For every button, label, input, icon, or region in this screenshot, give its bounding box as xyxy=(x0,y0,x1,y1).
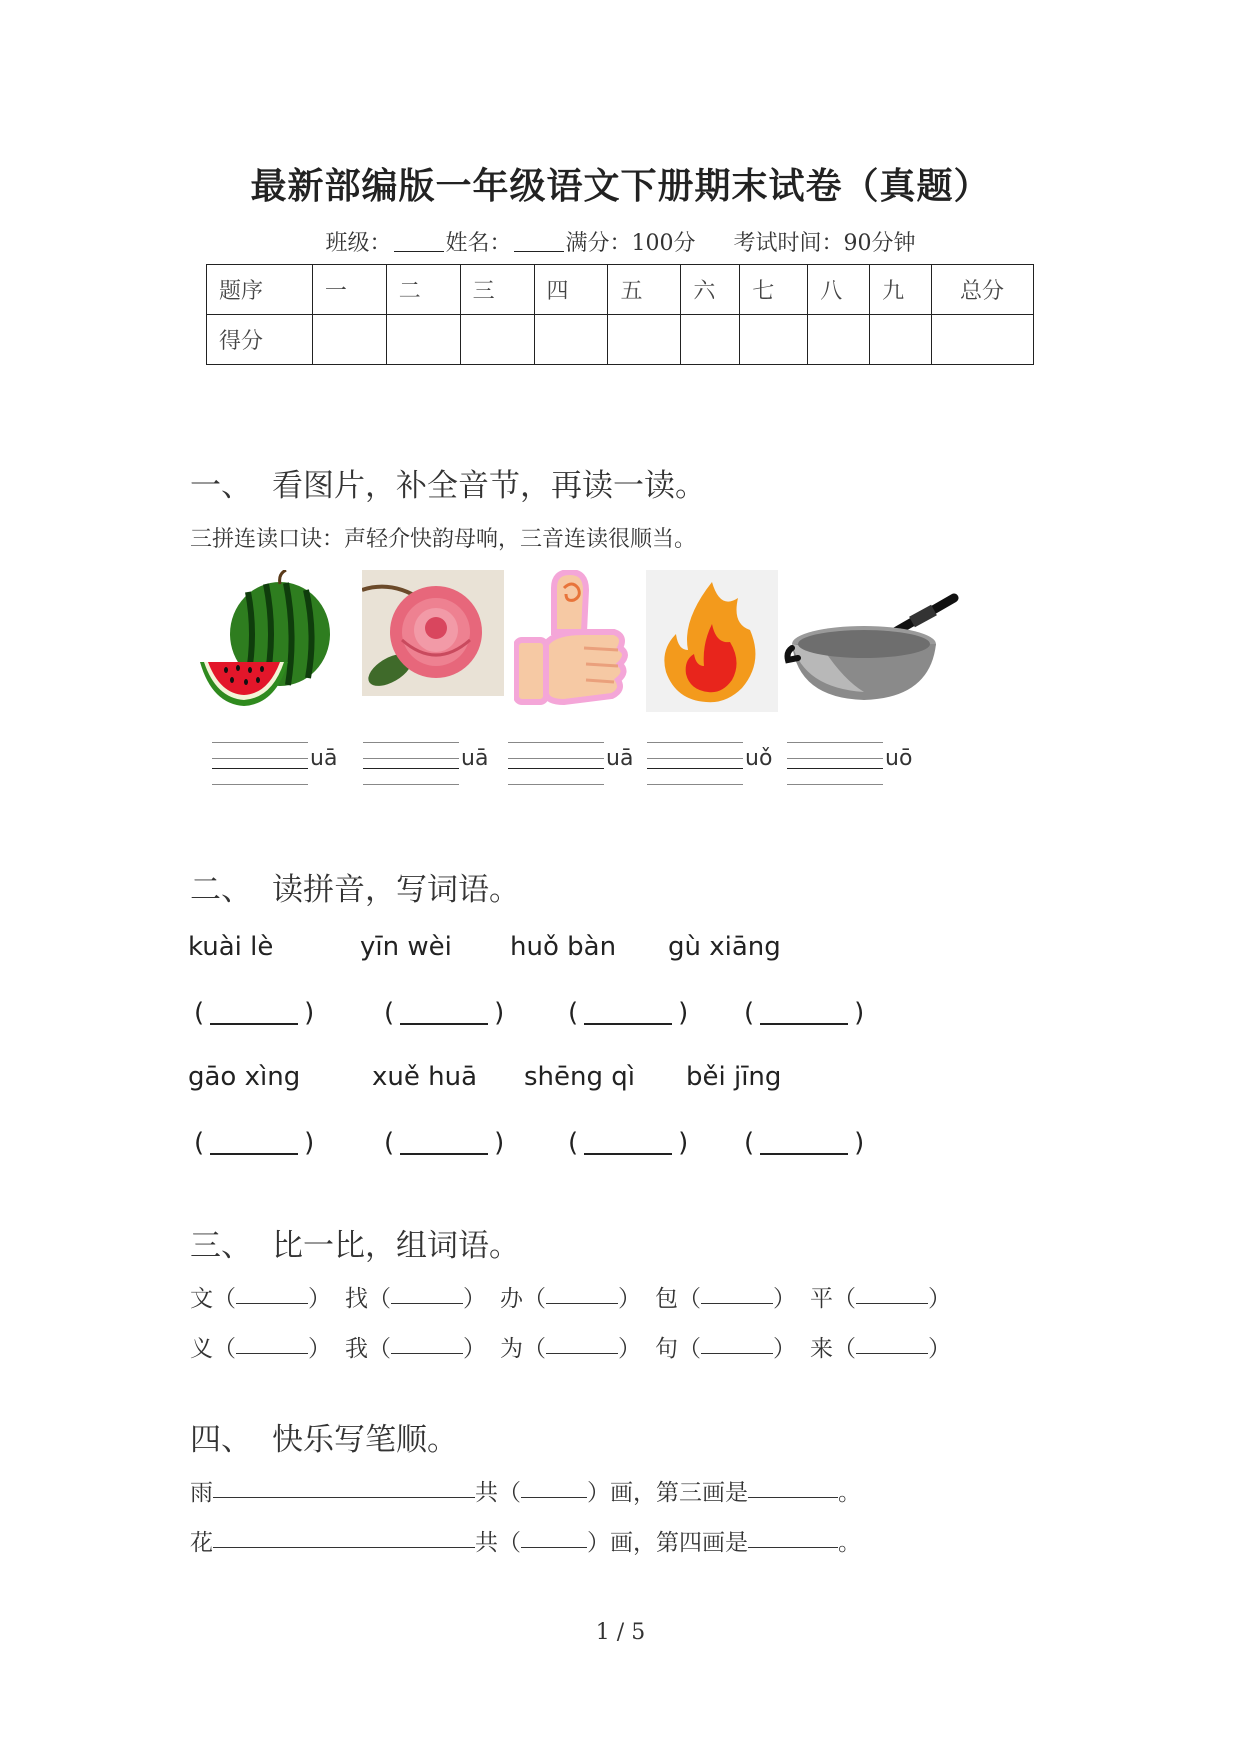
page-number: 1 / 5 xyxy=(595,1620,646,1645)
exam-meta xyxy=(0,226,1241,257)
section4-heading xyxy=(190,1414,458,1459)
compare-item: 我（ ） xyxy=(345,1336,486,1362)
compare-item: 义（ ） xyxy=(190,1336,331,1362)
score-cell[interactable] xyxy=(534,315,608,365)
stroke-row-2: 花 共（ ）画，第四画是 。 xyxy=(190,1530,861,1556)
compare-item: 办（ ） xyxy=(500,1286,641,1312)
pinyin-word: xuě huā xyxy=(372,1062,478,1092)
score-col: 一 xyxy=(312,265,386,315)
word-blank[interactable] xyxy=(856,1303,928,1304)
answer-blank[interactable]: ( ) xyxy=(744,1128,865,1158)
score-cell[interactable] xyxy=(386,315,460,365)
pinyin-word: yīn wèi xyxy=(360,932,452,962)
syllable-blank-4[interactable] xyxy=(647,742,773,794)
answer-blank[interactable]: ( ) xyxy=(194,998,315,1028)
stroke-count-blank[interactable] xyxy=(521,1497,587,1498)
answer-blank[interactable]: ( ) xyxy=(384,1128,505,1158)
score-table-header-row xyxy=(207,265,1034,315)
word-blank[interactable] xyxy=(391,1353,463,1354)
section1-tip: 三拼连读口诀：声轻介快韵母响，三音连读很顺当。 xyxy=(190,527,697,552)
word-blank[interactable] xyxy=(391,1303,463,1304)
flower-icon xyxy=(362,570,504,696)
section2-heading xyxy=(190,864,520,909)
score-cell[interactable] xyxy=(681,315,740,365)
pinyin-word: běi jīng xyxy=(686,1062,782,1092)
stroke-order-blank[interactable] xyxy=(213,1547,475,1548)
score-col: 六 xyxy=(681,265,740,315)
score-col: 八 xyxy=(808,265,870,315)
score-table-score-label: 得分 xyxy=(207,315,313,365)
fire-icon xyxy=(646,570,778,712)
stroke-answer-blank[interactable] xyxy=(748,1497,838,1498)
compare-item: 句（ ） xyxy=(655,1336,796,1362)
wok-icon xyxy=(784,570,962,720)
class-label: 班级： xyxy=(325,231,392,256)
answer-blank[interactable]: ( ) xyxy=(568,998,689,1028)
score-cell[interactable] xyxy=(870,315,932,365)
section3-number: 三、 xyxy=(190,1228,252,1264)
score-col: 七 xyxy=(740,265,808,315)
stroke-answer-blank[interactable] xyxy=(748,1547,838,1548)
full-score: 满分：100分 xyxy=(565,231,696,256)
word-blank[interactable] xyxy=(856,1353,928,1354)
score-cell[interactable] xyxy=(312,315,386,365)
compare-item: 来（ ） xyxy=(810,1336,951,1362)
section1-title: 看图片，补全音节，再读一读。 xyxy=(272,468,706,504)
section1-number: 一、 xyxy=(190,468,252,504)
word-blank[interactable] xyxy=(546,1303,618,1304)
score-cell[interactable] xyxy=(932,315,1034,365)
pinyin-word: kuài lè xyxy=(188,932,274,962)
compare-item: 文（ ） xyxy=(190,1286,331,1312)
section3-heading xyxy=(190,1220,520,1265)
syllable-final: uǒ xyxy=(745,746,773,771)
stroke-count-blank[interactable] xyxy=(521,1547,587,1548)
class-blank[interactable] xyxy=(394,251,444,252)
answer-blank[interactable]: ( ) xyxy=(568,1128,689,1158)
thumbs-up-icon xyxy=(514,570,632,720)
score-table-score-row xyxy=(207,315,1034,365)
page-title: 最新部编版一年级语文下册期末试卷（真题） xyxy=(250,165,991,207)
syllable-blank-1[interactable] xyxy=(212,742,338,794)
section2-number: 二、 xyxy=(190,872,252,908)
pinyin-word: shēng qì xyxy=(524,1062,635,1092)
score-cell[interactable] xyxy=(808,315,870,365)
score-col: 五 xyxy=(608,265,681,315)
stroke-row-1: 雨 共（ ）画，第三画是 。 xyxy=(190,1480,861,1506)
stroke-order-blank[interactable] xyxy=(213,1497,475,1498)
compare-item: 为（ ） xyxy=(500,1336,641,1362)
score-col-total: 总分 xyxy=(932,265,1034,315)
score-col: 三 xyxy=(460,265,534,315)
word-blank[interactable] xyxy=(701,1303,773,1304)
compare-item: 平（ ） xyxy=(810,1286,951,1312)
compare-row-1 xyxy=(190,1280,965,1313)
score-cell[interactable] xyxy=(460,315,534,365)
section4-number: 四、 xyxy=(190,1422,252,1458)
exam-time: 考试时间：90分钟 xyxy=(733,231,916,256)
section3-title: 比一比，组词语。 xyxy=(272,1228,520,1264)
compare-row-2 xyxy=(190,1330,965,1363)
word-blank[interactable] xyxy=(701,1353,773,1354)
watermelon-icon xyxy=(196,570,336,720)
name-label: 姓名： xyxy=(445,231,512,256)
answer-blank[interactable]: ( ) xyxy=(384,998,505,1028)
syllable-final: uā xyxy=(606,746,634,771)
syllable-blank-5[interactable] xyxy=(787,742,913,794)
stroke-char: 花 xyxy=(190,1530,213,1556)
score-table-header-label: 题序 xyxy=(207,265,313,315)
section2-title: 读拼音，写词语。 xyxy=(272,872,520,908)
pinyin-word: gāo xìng xyxy=(188,1062,301,1092)
pinyin-word: huǒ bàn xyxy=(510,932,617,962)
name-blank[interactable] xyxy=(514,251,564,252)
stroke-char: 雨 xyxy=(190,1480,213,1506)
score-col: 二 xyxy=(386,265,460,315)
score-col: 九 xyxy=(870,265,932,315)
score-table xyxy=(206,264,1034,365)
syllable-final: uā xyxy=(461,746,489,771)
score-cell[interactable] xyxy=(740,315,808,365)
word-blank[interactable] xyxy=(236,1353,308,1354)
syllable-final: uā xyxy=(310,746,338,771)
word-blank[interactable] xyxy=(546,1353,618,1354)
word-blank[interactable] xyxy=(236,1303,308,1304)
score-cell[interactable] xyxy=(608,315,681,365)
pinyin-word: gù xiāng xyxy=(668,932,781,962)
answer-blank[interactable]: ( ) xyxy=(744,998,865,1028)
syllable-blank-2[interactable] xyxy=(363,742,489,794)
score-col: 四 xyxy=(534,265,608,315)
syllable-final: uō xyxy=(885,746,913,771)
section4-title: 快乐写笔顺。 xyxy=(272,1422,458,1458)
compare-item: 找（ ） xyxy=(345,1286,486,1312)
section1-heading xyxy=(190,460,706,505)
syllable-blank-3[interactable] xyxy=(508,742,634,794)
compare-item: 包（ ） xyxy=(655,1286,796,1312)
answer-blank[interactable]: ( ) xyxy=(194,1128,315,1158)
